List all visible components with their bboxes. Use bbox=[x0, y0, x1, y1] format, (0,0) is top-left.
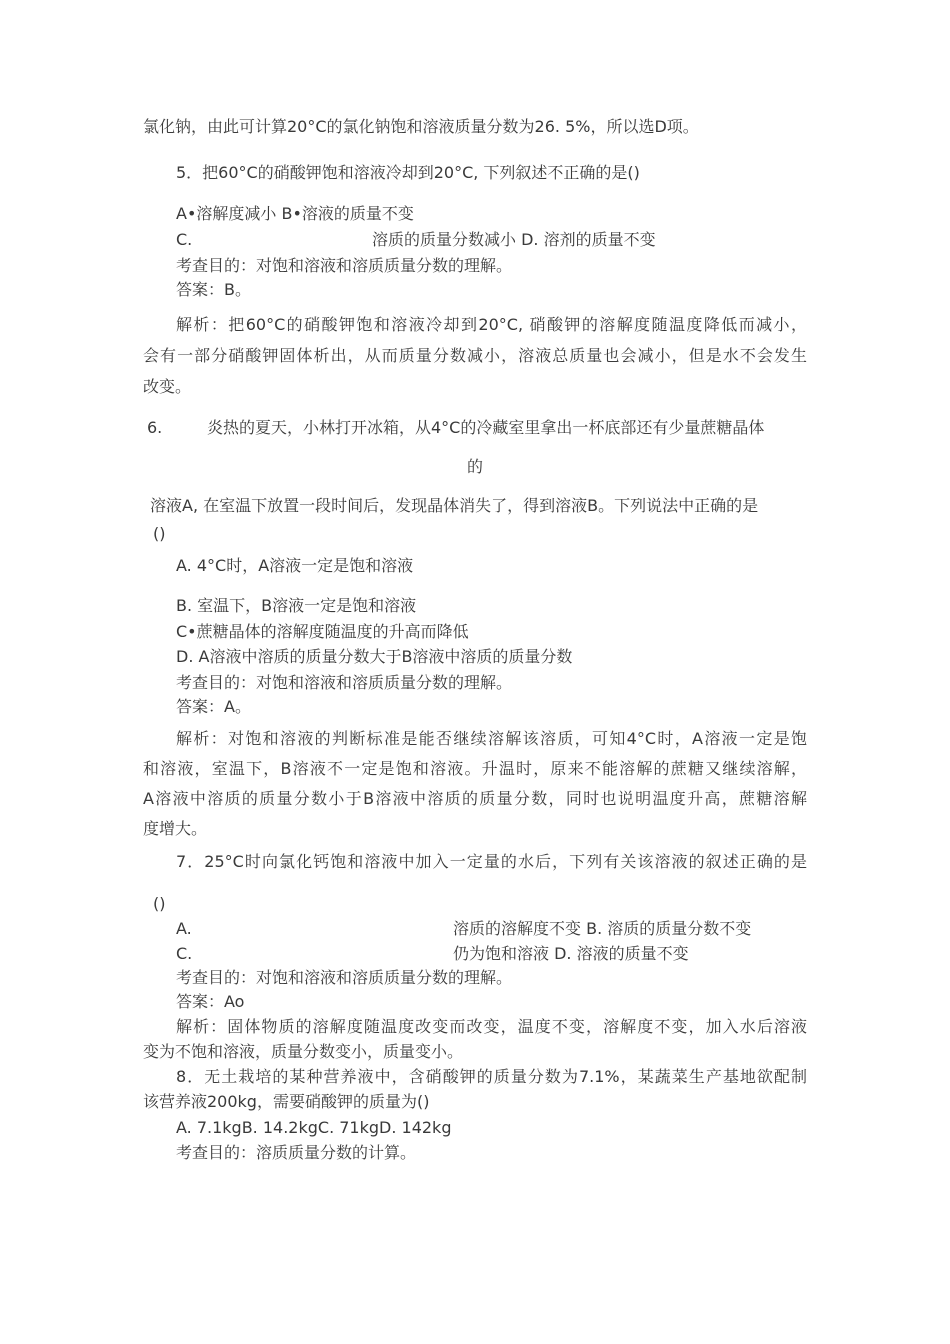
analysis: 解析：固体物质的溶解度随温度改变而改变，温度不变，溶解度不变，加入水后溶液 bbox=[176, 1017, 807, 1036]
option-line: A. 4°C时，A溶液一定是饱和溶液 bbox=[176, 556, 414, 575]
option-line: 溶质的溶解度不变 B. 溶质的质量分数不变 bbox=[453, 919, 752, 938]
analysis-cont: 改变。 bbox=[143, 377, 192, 396]
option-line: 溶质的质量分数减小 D. 溶剂的质量不变 bbox=[372, 230, 656, 249]
option-label: C. bbox=[176, 944, 193, 963]
answer-paren: () bbox=[153, 894, 166, 913]
question-5: 5．把60°C的硝酸钾饱和溶液冷却到20°C, 下列叙述不正确的是() bbox=[176, 163, 640, 182]
analysis-cont: A溶液中溶质的质量分数小于B溶液中溶质的质量分数，同时也说明温度升高，蔗糖溶解 bbox=[143, 789, 807, 808]
option-label: C. bbox=[176, 230, 193, 249]
question-6-cont: 溶液A, 在室温下放置一段时间后，发现晶体消失了，得到溶液B。下列说法中正确的是 bbox=[150, 496, 759, 515]
analysis-cont: 和溶液，室温下，B溶液不一定是饱和溶液。升温时，原来不能溶解的蔗糖又继续溶解， bbox=[143, 759, 807, 778]
option-line: A•溶解度减小 B•溶液的质量不变 bbox=[176, 204, 414, 223]
option-line: A. 7.1kgB. 14.2kgC. 71kgD. 142kg bbox=[176, 1118, 452, 1137]
answer: 答案：A。 bbox=[176, 697, 251, 716]
option-label: A. bbox=[176, 919, 192, 938]
text-line: 氯化钠，由此可计算20°C的氯化钠饱和溶液质量分数为26. 5%，所以选D项。 bbox=[143, 117, 699, 136]
text-line: 的 bbox=[466, 457, 483, 476]
question-number: 6. bbox=[147, 418, 163, 437]
option-line: D. A溶液中溶质的质量分数大于B溶液中溶质的质量分数 bbox=[176, 647, 573, 666]
question-8-cont: 该营养液200kg，需要硝酸钾的质量为() bbox=[143, 1092, 430, 1111]
answer-paren: () bbox=[153, 524, 166, 543]
test-purpose: 考查目的：对饱和溶液和溶质质量分数的理解。 bbox=[176, 968, 513, 987]
option-line: B. 室温下，B溶液一定是饱和溶液 bbox=[176, 596, 417, 615]
question-6: 炎热的夏天，小林打开冰箱，从4°C的冷藏室里拿出一杯底部还有少量蔗糖晶体 bbox=[207, 418, 765, 437]
question-7: 7．25°C时向氯化钙饱和溶液中加入一定量的水后，下列有关该溶液的叙述正确的是 bbox=[176, 852, 807, 871]
test-purpose: 考查目的：溶质质量分数的计算。 bbox=[176, 1143, 417, 1162]
analysis-cont: 度增大。 bbox=[143, 819, 208, 838]
analysis-cont: 会有一部分硝酸钾固体析出，从而质量分数减小，溶液总质量也会减小，但是水不会发生 bbox=[143, 346, 807, 365]
answer: 答案：B。 bbox=[176, 280, 251, 299]
answer: 答案：Ao bbox=[176, 992, 245, 1011]
analysis: 解析：对饱和溶液的判断标准是能否继续溶解该溶质，可知4°C时，A溶液一定是饱 bbox=[176, 729, 807, 748]
test-purpose: 考查目的：对饱和溶液和溶质质量分数的理解。 bbox=[176, 673, 513, 692]
test-purpose: 考查目的：对饱和溶液和溶质质量分数的理解。 bbox=[176, 256, 513, 275]
analysis: 解析：把60°C的硝酸钾饱和溶液冷却到20°C, 硝酸钾的溶解度随温度降低而减小， bbox=[176, 315, 807, 334]
option-line: C•蔗糖晶体的溶解度随温度的升高而降低 bbox=[176, 622, 469, 641]
option-line: 仍为饱和溶液 D. 溶液的质量不变 bbox=[453, 944, 689, 963]
question-8: 8．无土栽培的某种营养液中，含硝酸钾的质量分数为7.1%，某蔬菜生产基地欲配制 bbox=[176, 1067, 807, 1086]
analysis-cont: 变为不饱和溶液，质量分数变小，质量变小。 bbox=[143, 1042, 464, 1061]
